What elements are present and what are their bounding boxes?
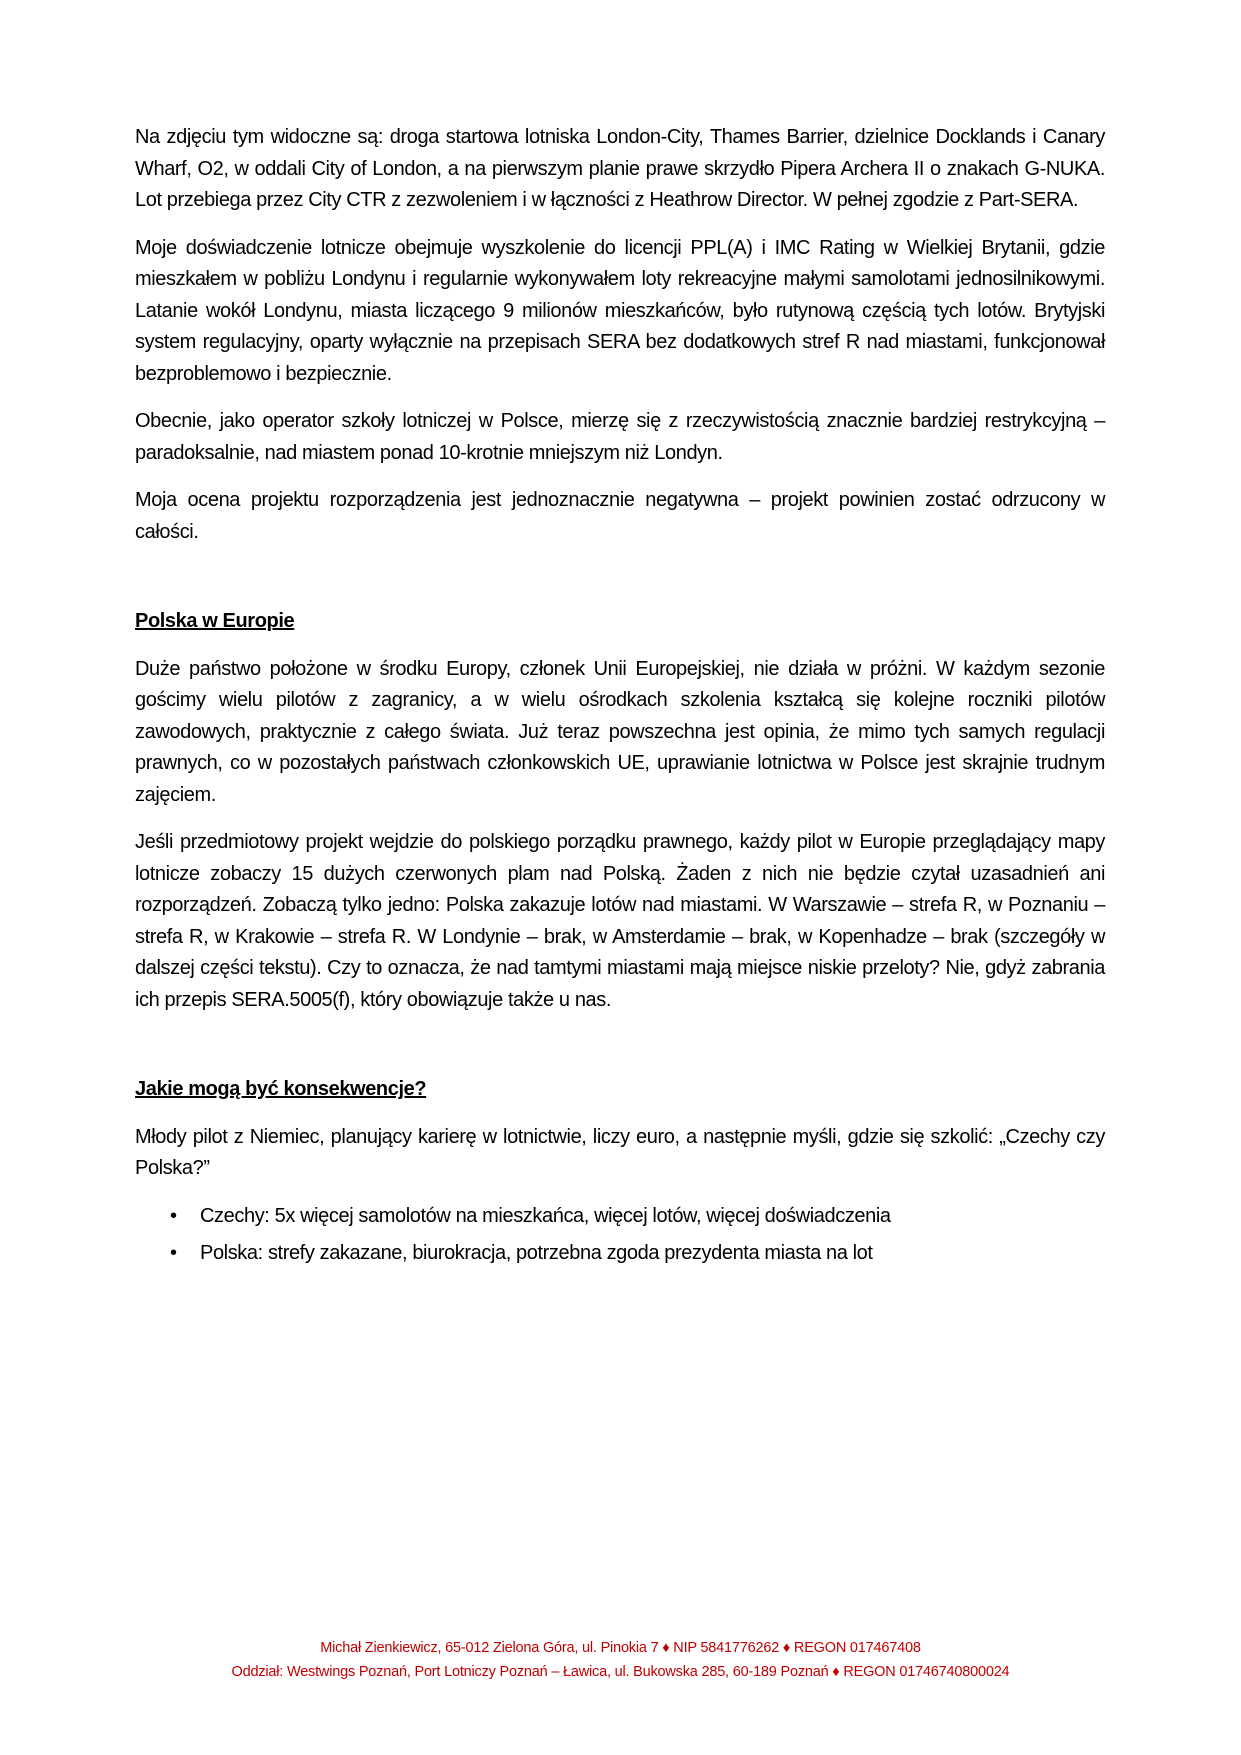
footer-line-company-branch: Oddział: Westwings Poznań, Port Lotniczy Poznań – Ławica, ul. Bukowska 285, 60-189 Poznań ♦ REGON 01746740800024 [231,1664,1010,1680]
paragraph-current-situation: Obecnie, jako operator szkoły lotniczej w Polsce, mierzę się z rzeczywistością znacznie bardziej restrykcyjną – paradoksalnie, nad miastem ponad 10-krotnie mniejszym niż Londyn. [135,410,1105,464]
list-item-czechy: • Czechy: 5x więcej samolotów na mieszkańca, więcej lotów, więcej doświadczenia [200,1201,1105,1233]
paragraph-young-pilot: Młody pilot z Niemiec, planujący karierę w lotnictwie, liczy euro, a następnie myśli, gdzie się szkolić: „Czechy czy Polska?” [135,1125,1105,1179]
paragraph-photo-description: Na zdjęciu tym widoczne są: droga startowa lotniska London-City, Thames Barrier, dzielnice Docklands i Canary Wharf, O2, w oddali City of London, a na pierwszym planie prawe skrzydło Pipera Archera II o znakach G-NUKA. Lot przebiega przez City CTR z zezwoleniem i w łączności z Heathrow Director. W pełnej zgodzie z Part-SERA. [135,126,1105,211]
bullet-list [135,1201,1105,1270]
paragraph-flight-experience: Moje doświadczenie lotnicze obejmuje wyszkolenie do licencji PPL(A) i IMC Rating w Wielkiej Brytanii, gdzie mieszkałem w pobliżu Londynu i regularnie wykonywałem loty rekreacyjne małymi samolotami jednosilnikowymi. Latanie wokół Londynu, miasta liczącego 9 milionów mieszkańców, było rutynową częścią tych lotów. Brytyjski system regulacyjny, oparty wyłącznie na przepisach SERA bez dodatkowych stref R nad miastami, funkcjonował bezproblemowo i bezpiecznie. [135,236,1105,385]
list-item-polska: • Polska: strefy zakazane, biurokracja, potrzebna zgoda prezydenta miasta na lot [200,1238,1105,1270]
document-body [135,122,1105,1286]
paragraph-project-assessment: Moja ocena projektu rozporządzenia jest jednoznacznie negatywna – projekt powinien zostać odrzucony w całości. [135,489,1105,543]
paragraph-poland-in-europe: Duże państwo położone w środku Europy, członek Unii Europejskiej, nie działa w próżni. W każdym sezonie gościmy wielu pilotów z zagranicy, a w wielu ośrodkach szkolenia kształcą się kolejne roczniki pilotów zawodowych, praktycznie z całego świata. Już teraz powszechna jest opinia, że mimo tych samych regulacji prawnych, co w pozostałych państwach członkowskich UE, uprawianie lotnictwa w Polsce jest skrajnie trudnym zajęciem. [135,657,1105,806]
paragraph-red-zones-on-maps: Jeśli przedmiotowy projekt wejdzie do polskiego porządku prawnego, każdy pilot w Europie przeglądający mapy lotnicze zobaczy 15 dużych czerwonych plam nad Polską. Żaden z nich nie będzie czytał uzasadnień ani rozporządzeń. Zobaczą tylko jedno: Polska zakazuje lotów nad miastami. W Warszawie – strefa R, w Poznaniu – strefa R, w Krakowie – strefa R. W Londynie – brak, w Amsterdamie – brak, w Kopenhadze – brak (szczegóły w dalszej części tekstu). Czy to oznacza, że nad tamtymi miastami mają miejsce niskie przeloty? Nie, gdyż zabrania ich przepis SERA.5005(f), który obowiązuje także u nas. [135,831,1105,1011]
section-heading-consequences: Jakie mogą być konsekwencje? [135,1078,427,1100]
page-footer [0,1636,1241,1684]
footer-line-company-main: Michał Zienkiewicz, 65-012 Zielona Góra, ul. Pinokia 7 ♦ NIP 5841776262 ♦ REGON 017467408 [320,1640,921,1656]
section-heading-polska-w-europie: Polska w Europie [135,610,295,632]
